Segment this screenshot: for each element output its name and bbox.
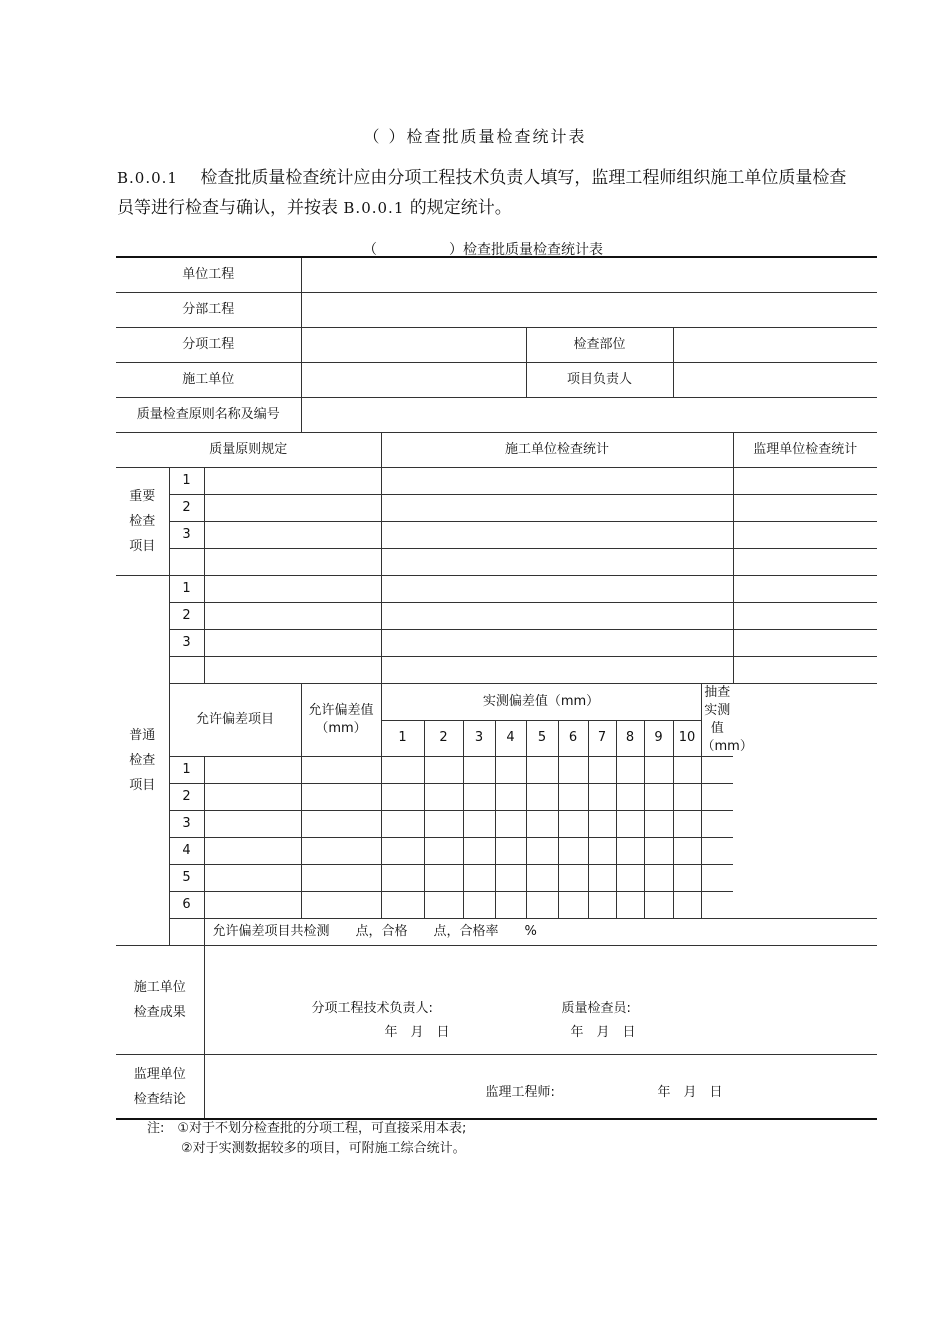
measured-col-3: 3 (463, 720, 495, 757)
general-item-construction[interactable] (381, 630, 733, 657)
sample-cell[interactable] (701, 811, 733, 838)
measured-cell[interactable] (495, 784, 526, 811)
label-quality-standard: 质量检查原则名称及编号 (116, 398, 301, 433)
measured-cell[interactable] (644, 784, 673, 811)
measured-cell[interactable] (616, 865, 644, 892)
measured-cell[interactable] (644, 865, 673, 892)
general-item-construction[interactable] (381, 657, 733, 684)
measured-cell[interactable] (558, 757, 588, 784)
measured-cell[interactable] (588, 838, 616, 865)
measured-cell[interactable] (558, 865, 588, 892)
deviation-row-no: 6 (169, 892, 204, 919)
major-item-rule[interactable] (204, 495, 381, 522)
intro-text-2: 的规定统计。 (409, 198, 512, 218)
sample-cell[interactable] (701, 892, 733, 919)
major-item-rule[interactable] (204, 468, 381, 495)
label-sub-project: 分部工程 (116, 293, 301, 328)
major-item-no: 2 (169, 495, 204, 522)
measured-cell[interactable] (495, 757, 526, 784)
deviation-value-cell[interactable] (301, 811, 381, 838)
measured-cell[interactable] (495, 865, 526, 892)
general-item-row (116, 657, 877, 684)
label-unit-project: 单位工程 (116, 257, 301, 293)
notes-prefix: 注: (147, 1121, 165, 1136)
header-construction-stats: 施工单位检查统计 (381, 433, 733, 468)
row-construction-unit (116, 363, 877, 398)
measured-col-10: 10 (673, 720, 701, 757)
deviation-row (116, 838, 877, 865)
inspection-form-table (116, 256, 877, 1120)
measured-cell[interactable] (495, 811, 526, 838)
row-item-project (116, 328, 877, 363)
deviation-item-cell[interactable] (204, 757, 301, 784)
general-item-rule[interactable] (204, 603, 381, 630)
measured-cell[interactable] (526, 865, 558, 892)
row-sub-project (116, 293, 877, 328)
measured-col-5: 5 (526, 720, 558, 757)
measured-col-7: 7 (588, 720, 616, 757)
measured-cell[interactable] (588, 784, 616, 811)
major-item-rule[interactable] (204, 522, 381, 549)
deviation-item-cell[interactable] (204, 811, 301, 838)
deviation-summary-row (116, 919, 877, 946)
supervision-conclusion-label: 监理单位 检查结论 (116, 1055, 204, 1120)
measured-cell[interactable] (588, 811, 616, 838)
measured-cell[interactable] (644, 757, 673, 784)
label-construction-unit: 施工单位 (116, 363, 301, 398)
deviation-value-cell[interactable] (301, 865, 381, 892)
measured-cell[interactable] (463, 865, 495, 892)
measured-cell[interactable] (616, 811, 644, 838)
major-item-row (116, 549, 877, 576)
deviation-value-cell[interactable] (301, 757, 381, 784)
major-item-supervision[interactable] (733, 495, 877, 522)
note-2: ②对于实测数据较多的项目，可附施工综合统计。 (181, 1141, 466, 1156)
construction-result-label: 施工单位 检查成果 (116, 946, 204, 1055)
header-measured-deviation: 实测偏差值（mm） (381, 684, 701, 721)
general-item-construction[interactable] (381, 603, 733, 630)
measured-cell[interactable] (526, 811, 558, 838)
general-item-supervision[interactable] (733, 576, 877, 603)
label-project-leader: 项目负责人 (526, 363, 673, 398)
deviation-header-row-1 (116, 684, 877, 721)
general-item-rule[interactable] (204, 576, 381, 603)
row-unit-project (116, 257, 877, 293)
field-project-leader[interactable] (673, 363, 877, 398)
general-item-no (169, 657, 204, 684)
measured-col-8: 8 (616, 720, 644, 757)
measured-cell[interactable] (381, 811, 424, 838)
supervision-date: 年 月 日 (657, 1085, 723, 1100)
deviation-summary: 允许偏差项目共检测 点，合格 点，合格率 % (204, 919, 877, 946)
major-item-no (169, 549, 204, 576)
deviation-item-cell[interactable] (204, 892, 301, 919)
field-item-project[interactable] (301, 328, 526, 363)
measured-col-4: 4 (495, 720, 526, 757)
measured-cell[interactable] (616, 757, 644, 784)
major-item-supervision[interactable] (733, 522, 877, 549)
deviation-row-no: 5 (169, 865, 204, 892)
measured-cell[interactable] (616, 892, 644, 919)
measured-cell[interactable] (673, 811, 701, 838)
major-item-no: 3 (169, 522, 204, 549)
sample-cell[interactable] (701, 757, 733, 784)
major-item-construction[interactable] (381, 522, 733, 549)
measured-cell[interactable] (673, 838, 701, 865)
deviation-row-no: 1 (169, 757, 204, 784)
measured-cell[interactable] (381, 784, 424, 811)
measured-cell[interactable] (424, 757, 463, 784)
measured-cell[interactable] (463, 838, 495, 865)
header-sample-measured: 抽查实测值（mm） (701, 684, 733, 757)
tech-leader-label: 分项工程技术负责人: (311, 1001, 433, 1016)
general-item-no: 2 (169, 603, 204, 630)
measured-cell[interactable] (381, 865, 424, 892)
intro-paragraph (117, 163, 857, 223)
measured-cell[interactable] (381, 838, 424, 865)
header-quality-rule: 质量原则规定 (116, 433, 381, 468)
deviation-item-cell[interactable] (204, 865, 301, 892)
deviation-row (116, 811, 877, 838)
measured-cell[interactable] (424, 838, 463, 865)
intro-text-1: 检查批质量检查统计应由分项工程技术负责人填写，监理工程师组织施工单位质量检查员等进行检查与确认，并按表 (117, 168, 847, 218)
major-item-no: 1 (169, 468, 204, 495)
measured-cell[interactable] (424, 865, 463, 892)
measured-cell[interactable] (381, 757, 424, 784)
deviation-row (116, 757, 877, 784)
measured-cell[interactable] (526, 784, 558, 811)
measured-cell[interactable] (463, 811, 495, 838)
construction-result-area (204, 946, 877, 1055)
measured-cell[interactable] (558, 811, 588, 838)
measured-cell[interactable] (588, 892, 616, 919)
measured-cell[interactable] (526, 892, 558, 919)
measured-cell[interactable] (463, 784, 495, 811)
major-item-rule[interactable] (204, 549, 381, 576)
summary-spacer (169, 919, 204, 946)
measured-cell[interactable] (673, 892, 701, 919)
major-item-row (116, 522, 877, 549)
label-item-project: 分项工程 (116, 328, 301, 363)
measured-cell[interactable] (558, 838, 588, 865)
measured-cell[interactable] (526, 838, 558, 865)
measured-cell[interactable] (616, 784, 644, 811)
clause-code: B.0.0.1 (117, 169, 178, 187)
measured-cell[interactable] (616, 838, 644, 865)
deviation-row (116, 784, 877, 811)
construction-date-1: 年 月 日 (384, 1025, 450, 1040)
caption-open: （ (363, 242, 377, 258)
measured-cell[interactable] (424, 784, 463, 811)
note-1: ①对于不划分检查批的分项工程，可直接采用本表; (177, 1121, 467, 1136)
measured-cell[interactable] (424, 811, 463, 838)
measured-cell[interactable] (463, 757, 495, 784)
general-item-row (116, 630, 877, 657)
measured-cell[interactable] (381, 892, 424, 919)
engineer-label: 监理工程师: (485, 1085, 555, 1100)
row-quality-standard (116, 398, 877, 433)
major-item-construction[interactable] (381, 468, 733, 495)
major-items-label: 重要 检查 项目 (116, 468, 169, 576)
header-deviation-item: 允许偏差项目 (169, 684, 301, 757)
table-code: B.0.0.1 (343, 199, 405, 217)
deviation-row-no: 2 (169, 784, 204, 811)
deviation-value-cell[interactable] (301, 892, 381, 919)
label-check-part: 检查部位 (526, 328, 673, 363)
measured-cell[interactable] (673, 757, 701, 784)
measured-cell[interactable] (526, 757, 558, 784)
caption-close: ）检查批质量检查统计表 (449, 242, 603, 258)
header-deviation-value: 允许偏差值 （mm） (301, 684, 381, 757)
field-check-part[interactable] (673, 328, 877, 363)
notes (147, 1119, 466, 1159)
measured-cell[interactable] (673, 784, 701, 811)
inspector-label: 质量检查员: (561, 1001, 631, 1016)
sample-cell[interactable] (701, 784, 733, 811)
general-item-row (116, 576, 877, 603)
general-items-label: 普通 检查 项目 (116, 576, 169, 946)
measured-col-1: 1 (381, 720, 424, 757)
major-item-supervision[interactable] (733, 468, 877, 495)
measured-cell[interactable] (495, 892, 526, 919)
general-item-rule[interactable] (204, 630, 381, 657)
general-item-supervision[interactable] (733, 630, 877, 657)
field-sub-project[interactable] (301, 293, 877, 328)
measured-cell[interactable] (495, 838, 526, 865)
field-construction-unit[interactable] (301, 363, 526, 398)
major-item-supervision[interactable] (733, 549, 877, 576)
measured-cell[interactable] (463, 892, 495, 919)
row-column-headers (116, 433, 877, 468)
measured-cell[interactable] (644, 811, 673, 838)
deviation-row-no: 3 (169, 811, 204, 838)
field-unit-project[interactable] (301, 257, 877, 293)
general-item-supervision[interactable] (733, 603, 877, 630)
sample-cell[interactable] (701, 865, 733, 892)
measured-cell[interactable] (644, 892, 673, 919)
field-quality-standard[interactable] (301, 398, 877, 433)
construction-result-row (116, 946, 877, 1055)
deviation-value-cell[interactable] (301, 838, 381, 865)
sample-cell[interactable] (701, 838, 733, 865)
measured-col-2: 2 (424, 720, 463, 757)
supervision-conclusion-row (116, 1055, 877, 1120)
header-supervision-stats: 监理单位检查统计 (733, 433, 877, 468)
general-item-no: 3 (169, 630, 204, 657)
measured-cell[interactable] (588, 757, 616, 784)
construction-date-2: 年 月 日 (570, 1025, 636, 1040)
general-item-row (116, 603, 877, 630)
general-item-no: 1 (169, 576, 204, 603)
deviation-item-cell[interactable] (204, 784, 301, 811)
measured-cell[interactable] (558, 784, 588, 811)
deviation-value-cell[interactable] (301, 784, 381, 811)
measured-col-9: 9 (644, 720, 673, 757)
measured-col-6: 6 (558, 720, 588, 757)
page-title: （ ）检查批质量检查统计表 (363, 127, 587, 146)
measured-cell[interactable] (588, 865, 616, 892)
measured-cell[interactable] (558, 892, 588, 919)
deviation-item-cell[interactable] (204, 838, 301, 865)
measured-cell[interactable] (644, 838, 673, 865)
major-item-construction[interactable] (381, 549, 733, 576)
measured-cell[interactable] (424, 892, 463, 919)
measured-cell[interactable] (673, 865, 701, 892)
deviation-row (116, 892, 877, 919)
deviation-row (116, 865, 877, 892)
major-item-row (116, 495, 877, 522)
deviation-row-no: 4 (169, 838, 204, 865)
supervision-conclusion-area (204, 1055, 877, 1120)
general-item-rule[interactable] (204, 657, 381, 684)
general-item-construction[interactable] (381, 576, 733, 603)
general-item-supervision[interactable] (733, 657, 877, 684)
major-item-row (116, 468, 877, 495)
major-item-construction[interactable] (381, 495, 733, 522)
